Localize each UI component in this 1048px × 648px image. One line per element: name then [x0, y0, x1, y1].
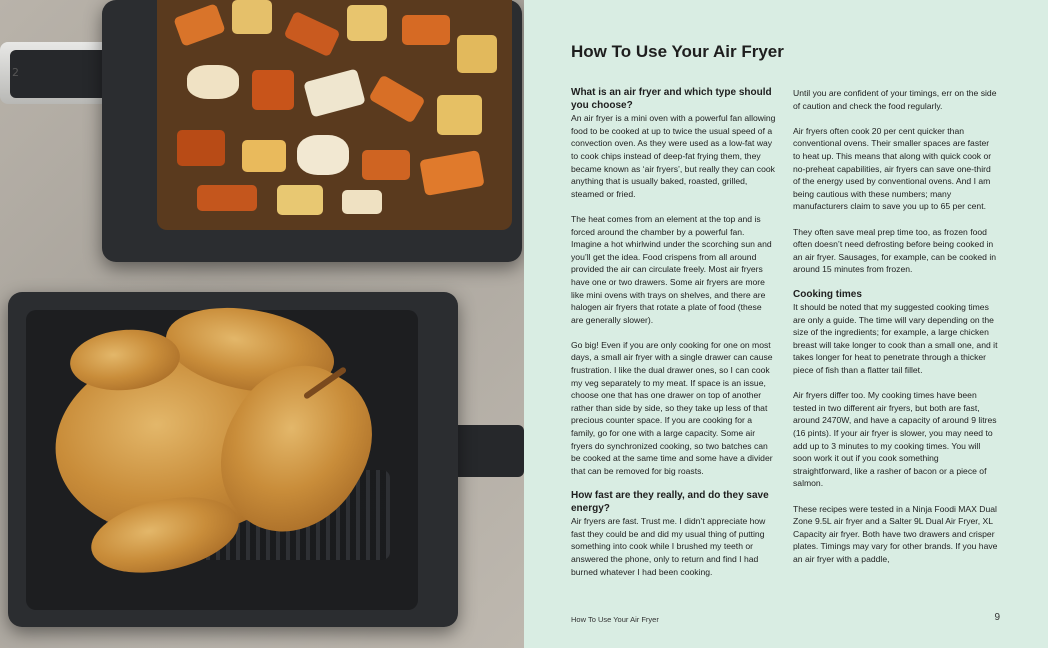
- section-heading-how-fast: How fast are they really, and do they save energy?: [571, 490, 769, 514]
- paragraph: Air fryers often cook 20 per cent quicker than conventional ovens. Their smaller spaces are faster to heat up. This means that along with quick cook or no-preheat capabilities, air fryers can save one-third of the energy used by conventional ovens. And I am being cautious with these numbers; many manufacturers claim to save you up to 65 per cent.: [793, 125, 992, 212]
- right-text-column: [793, 87, 998, 578]
- paragraph: Air fryers differ too. My cooking times have been tested in two different air fryers, but both are fast, around 2470W, and have a capacity of around 9 litres (16 pints). If your air fryer is slower, you may need to add up to 3 minutes to my cooking times. You will soon work it out if you cook something straightforward, like a rasher of bacon or a piece of salmon.: [793, 390, 997, 489]
- section-heading-what-is: What is an air fryer and which type should you choose?: [571, 87, 772, 111]
- paragraph: Go big! Even if you are only cooking for one on most days, a small air fryer with a single drawer can cause frustration. I like the dual drawer ones, so I can cook my veg separately to my meat. If space is an issue, choose one that has one drawer on top of another rather than side by side, so they take up less of that precious counter space. If you are cooking for a family, go for one with a large capacity. Some air fryers do synchronized cooking, so two batches can be cooked at the same time and some have a divider that can be removed for big roasts.: [571, 339, 773, 476]
- paragraph: Air fryers are fast. Trust me. I didn’t appreciate how fast they could be and did my usual thing of putting something into cook while I brushed my teeth or answered the phone, only to return and find I had burned whatever I had been cooking.: [571, 516, 766, 577]
- section-heading-cooking-times: Cooking times: [793, 288, 862, 300]
- book-page: [524, 0, 1048, 648]
- drawer-number-label: 2: [12, 66, 19, 79]
- top-drawer-vegetables-icon: [102, 0, 522, 262]
- page-title: How To Use Your Air Fryer: [571, 42, 784, 61]
- paragraph: It should be noted that my suggested cooking times are only a guide. The time will vary depending on the size of the ingredients; for example, a large chicken breast will take longer to cook than a small one, and it takes longer for heat to penetrate through a thicker piece of fish than a flatter tail fillet.: [793, 302, 998, 376]
- paragraph: Until you are confident of your timings, err on the side of caution and check the food regularly.: [793, 88, 997, 111]
- running-footer: How To Use Your Air Fryer: [571, 615, 659, 624]
- paragraph: They often save meal prep time too, as frozen food often doesn’t need defrosting before being cooked in an air fryer. Sausages, for example, can be cooked in around 15 minutes from frozen.: [793, 226, 997, 275]
- paragraph: The heat comes from an element at the top and is forced around the chamber by a powerful fan. Imagine a hot whirlwind under the scorching sun and you’ll get the idea. Food crispens from all around provided the air can circulate freely. Most air fryers have one or two drawers. Some air fryers are more like mini ovens with trays on shelves, and there are halogen air fryers that rotate a plate of food (these are generally slower).: [571, 213, 772, 325]
- paragraph: These recipes were tested in a Ninja Foodi MAX Dual Zone 9.5L air fryer and a Salter 9L Dual Air Fryer, XL Capacity air fryer. Both have two drawers and crisper plates. Timings may vary for other brands. If you have an air fryer with a paddle,: [793, 503, 998, 564]
- page-number: 9: [994, 612, 1000, 623]
- paragraph: An air fryer is a mini oven with a powerful fan allowing food to be cooked at up to twice the usual speed of a convection oven. As they were used as a low-fat way to cook chips instead of deep-fat frying them, they became known as ‘air fryers’, but really they can cook anything that is usually baked, roasted, grilled, steamed or fried.: [571, 113, 776, 199]
- left-text-column: [571, 87, 776, 591]
